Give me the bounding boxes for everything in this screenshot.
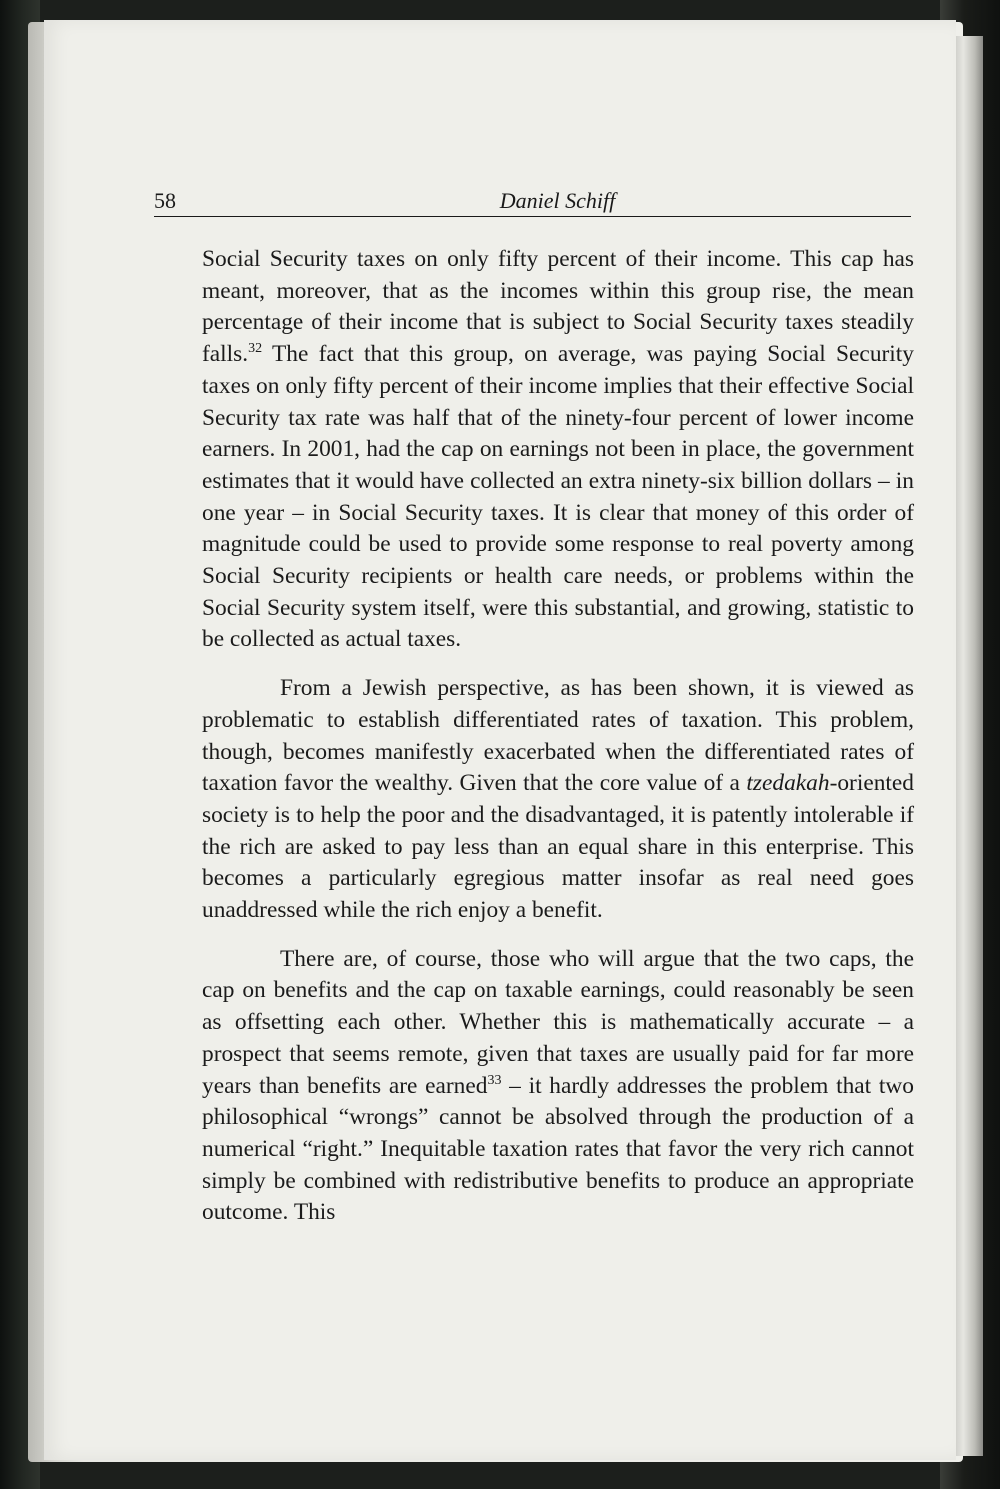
page-number: 58	[154, 188, 176, 213]
page-edge	[955, 36, 983, 1456]
footnote-ref-32: 32	[248, 341, 263, 357]
paragraph-3-text-a: There are, of course, those who will argue that the two caps, the cap on benefits and the cap on taxable earnings, could reasonably be seen as offsetting each other. Whether this is mathematically accurate – a prospect that seems remote, given that taxes are usually paid for far more years than benefits are earned	[202, 945, 914, 1099]
running-head: Daniel Schiff	[499, 188, 616, 213]
italic-term: tzedakah	[746, 770, 830, 797]
paragraph-2-text-b: -oriented society is to help the poor and the disadvantaged, it is patently intolerable if the rich are asked to pay less than an equal share in this enterprise. This becomes a particularly egregious matter insofar as real need goes unaddressed while the rich enjoy a benefit.	[202, 770, 914, 924]
paragraph-1	[202, 244, 914, 656]
footnote-ref-33: 33	[487, 1072, 502, 1088]
page-header	[154, 188, 911, 217]
paragraph-1-text-a: Social Security taxes on only fifty percent of their income. This cap has meant, moreover, that as the incomes within this group rise, the mean percentage of their income that is subject to Social Security taxes steadily falls.	[202, 246, 914, 368]
paragraph-3-text-b: – it hardly addresses the problem that two philosophical “wrongs” cannot be absolved through the production of a numerical “right.” Inequitable taxation rates that favor the very rich cannot simply be combined with redistributive benefits to produce an appropriate outcome. This	[202, 1072, 914, 1226]
body-text	[202, 244, 914, 1229]
paragraph-1-text-b: The fact that this group, on average, was paying Social Security taxes on only fifty percent of their income implies that their effective Social Security tax rate was half that of the ninety-four percent of lower income earners. In 2001, had the cap on earnings not been in place, the government estimates that it would have collected an extra ninety-six billion dollars – in one year – in Social Security taxes. It is clear that money of this order of magnitude could be used to provide some response to real poverty among Social Security recipients or health care needs, or problems within the Social Security system itself, were this substantial, and growing, statistic to be collected as actual taxes.	[202, 341, 914, 653]
paragraph-2	[202, 673, 914, 927]
paragraph-2-text-a: From a Jewish perspective, as has been shown, it is viewed as problematic to establish differentiated rates of taxation. This problem, though, becomes manifestly exacerbated when the differentiated rates of taxation favor the wealthy. Given that the core value of a	[202, 675, 914, 797]
paragraph-3	[202, 944, 914, 1229]
